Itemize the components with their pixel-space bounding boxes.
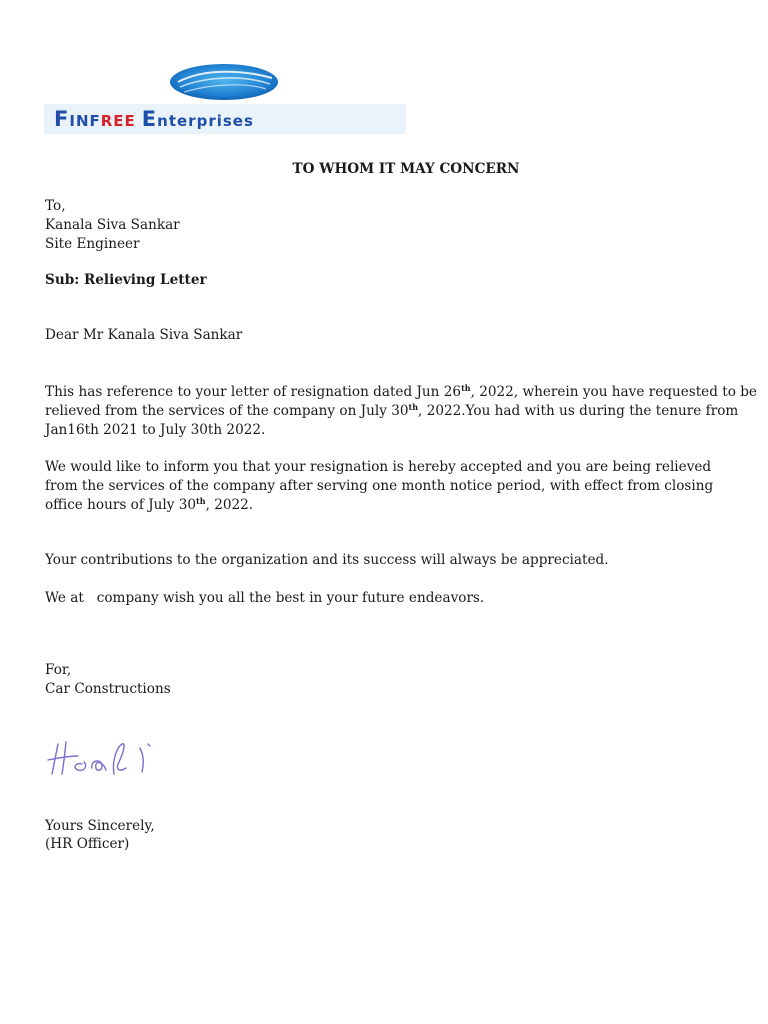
para2-line3: office hours of July 30th, 2022. [45,496,254,513]
para3: Your contributions to the organization and its success will always be appreciated. [45,552,609,568]
para2-line2: from the services of the company after serving one month notice period, with effect from closing [45,478,714,494]
para1-line1: This has reference to your letter of resignation dated Jun 26th, 2022, wherein you have requested to be [45,383,757,400]
para1-line3: Jan16th 2021 to July 30th 2022. [45,422,266,438]
recipient-to: To, [45,198,66,214]
letter-heading: TO WHOM IT MAY CONCERN [292,161,520,177]
salutation: Dear Mr Kanala Siva Sankar [45,327,243,343]
handwritten-signature [44,734,179,780]
recipient-designation: Site Engineer [45,236,140,252]
company-logo [44,58,406,134]
svg-text:FINFREEEnterprises: FINFREE Enterprises [54,107,254,131]
closing-company: Car Constructions [45,681,171,697]
signatory-role: (HR Officer) [45,836,130,852]
para1-line2: relieved from the services of the company on July 30th, 2022.You had with us during the tenure from [45,402,739,419]
yours-sincerely: Yours Sincerely, [45,818,155,834]
closing-for: For, [45,662,72,678]
para4: We at company wish you all the best in your future endeavors. [45,590,485,606]
subject-line: Sub: Relieving Letter [45,272,207,288]
recipient-name: Kanala Siva Sankar [45,217,180,233]
para2-line1: We would like to inform you that your resignation is hereby accepted and you are being relieved [45,459,712,475]
